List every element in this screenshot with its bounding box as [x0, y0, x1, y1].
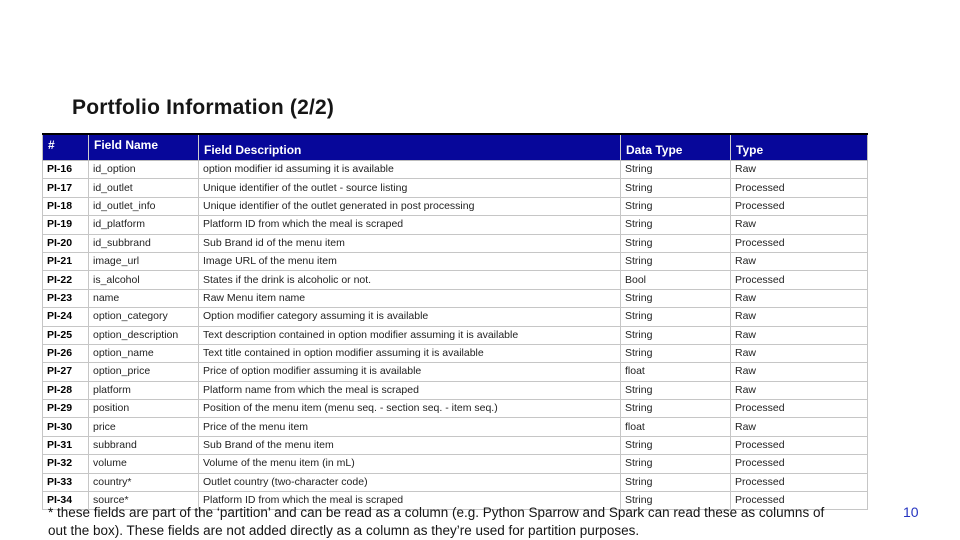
footnote-line-1: * these fields are part of the ‘partition’ and can be read as a column (e.g. Python Sparrow and Spark can read these as columns of: [48, 505, 825, 520]
table-body: [43, 161, 868, 510]
row-id-cell: PI-26: [43, 344, 89, 362]
type-cell: Raw: [731, 344, 868, 362]
field-name-cell: subbrand: [89, 436, 199, 454]
table-row: [43, 418, 868, 436]
column-header-type: Type: [731, 134, 868, 161]
data-type-cell: String: [621, 381, 731, 399]
footnote: [48, 504, 824, 539]
data-type-cell: String: [621, 252, 731, 270]
type-cell: Raw: [731, 308, 868, 326]
field-description-cell: States if the drink is alcoholic or not.: [199, 271, 621, 289]
field-description-cell: Image URL of the menu item: [199, 252, 621, 270]
row-id-cell: PI-34: [43, 492, 89, 510]
data-type-cell: String: [621, 308, 731, 326]
type-cell: Processed: [731, 234, 868, 252]
column-header-field-description: Field Description: [199, 134, 621, 161]
data-type-cell: String: [621, 234, 731, 252]
field-description-cell: option modifier id assuming it is available: [199, 161, 621, 179]
row-id-cell: PI-23: [43, 289, 89, 307]
data-type-cell: Bool: [621, 271, 731, 289]
field-name-cell: is_alcohol: [89, 271, 199, 289]
data-type-cell: String: [621, 289, 731, 307]
field-name-cell: position: [89, 400, 199, 418]
field-description-cell: Option modifier category assuming it is available: [199, 308, 621, 326]
data-type-cell: float: [621, 363, 731, 381]
data-type-cell: String: [621, 492, 731, 510]
field-name-cell: name: [89, 289, 199, 307]
data-type-cell: String: [621, 436, 731, 454]
table-row: [43, 271, 868, 289]
field-description-cell: Text description contained in option modifier assuming it is available: [199, 326, 621, 344]
type-cell: Processed: [731, 473, 868, 491]
field-name-cell: image_url: [89, 252, 199, 270]
field-name-cell: option_price: [89, 363, 199, 381]
row-id-cell: PI-33: [43, 473, 89, 491]
type-cell: Raw: [731, 216, 868, 234]
table-row: [43, 436, 868, 454]
data-type-cell: String: [621, 344, 731, 362]
field-description-cell: Price of the menu item: [199, 418, 621, 436]
row-id-cell: PI-22: [43, 271, 89, 289]
field-name-cell: id_option: [89, 161, 199, 179]
row-id-cell: PI-28: [43, 381, 89, 399]
type-cell: Processed: [731, 179, 868, 197]
field-description-cell: Unique identifier of the outlet generated in post processing: [199, 197, 621, 215]
column-header-field-name: Field Name: [89, 134, 199, 161]
footnote-line-2: out the box). These fields are not added directly as a column as they’re used for partition purposes.: [48, 522, 640, 538]
table-row: [43, 234, 868, 252]
table-row: [43, 473, 868, 491]
table-row: [43, 197, 868, 215]
field-description-cell: Platform name from which the meal is scraped: [199, 381, 621, 399]
field-description-cell: Text title contained in option modifier assuming it is available: [199, 344, 621, 362]
row-id-cell: PI-30: [43, 418, 89, 436]
field-name-cell: country*: [89, 473, 199, 491]
row-id-cell: PI-16: [43, 161, 89, 179]
field-name-cell: id_outlet_info: [89, 197, 199, 215]
data-type-cell: String: [621, 473, 731, 491]
type-cell: Processed: [731, 271, 868, 289]
field-name-cell: option_category: [89, 308, 199, 326]
row-id-cell: PI-20: [43, 234, 89, 252]
data-type-cell: String: [621, 197, 731, 215]
row-id-cell: PI-17: [43, 179, 89, 197]
row-id-cell: PI-25: [43, 326, 89, 344]
table-row: [43, 252, 868, 270]
data-type-cell: String: [621, 455, 731, 473]
row-id-cell: PI-27: [43, 363, 89, 381]
table-header: [43, 134, 868, 161]
table-row: [43, 363, 868, 381]
fields-table: [42, 133, 868, 510]
type-cell: Processed: [731, 197, 868, 215]
row-id-cell: PI-21: [43, 252, 89, 270]
data-type-cell: String: [621, 326, 731, 344]
field-description-cell: Sub Brand id of the menu item: [199, 234, 621, 252]
page-title: Portfolio Information (2/2): [72, 96, 335, 119]
field-description-cell: Platform ID from which the meal is scraped: [199, 216, 621, 234]
field-name-cell: id_platform: [89, 216, 199, 234]
table-row: [43, 216, 868, 234]
data-type-cell: String: [621, 216, 731, 234]
column-header-data-type: Data Type: [621, 134, 731, 161]
type-cell: Processed: [731, 455, 868, 473]
table-row: [43, 381, 868, 399]
row-id-cell: PI-24: [43, 308, 89, 326]
field-description-cell: Platform ID from which the meal is scraped: [199, 492, 621, 510]
table-row: [43, 161, 868, 179]
type-cell: Processed: [731, 492, 868, 510]
type-cell: Raw: [731, 363, 868, 381]
type-cell: Processed: [731, 436, 868, 454]
table-row: [43, 308, 868, 326]
data-type-cell: String: [621, 161, 731, 179]
header-row: [43, 134, 868, 161]
table-row: [43, 179, 868, 197]
type-cell: Processed: [731, 400, 868, 418]
type-cell: Raw: [731, 381, 868, 399]
row-id-cell: PI-31: [43, 436, 89, 454]
type-cell: Raw: [731, 418, 868, 436]
table-row: [43, 344, 868, 362]
type-cell: Raw: [731, 326, 868, 344]
field-name-cell: platform: [89, 381, 199, 399]
field-name-cell: option_description: [89, 326, 199, 344]
data-type-cell: String: [621, 400, 731, 418]
column-header-id: #: [43, 134, 89, 161]
fields-table-container: [42, 133, 867, 510]
table-row: [43, 455, 868, 473]
field-description-cell: Position of the menu item (menu seq. - section seq. - item seq.): [199, 400, 621, 418]
field-name-cell: price: [89, 418, 199, 436]
row-id-cell: PI-32: [43, 455, 89, 473]
row-id-cell: PI-29: [43, 400, 89, 418]
page-number: 10: [903, 504, 919, 520]
table-row: [43, 400, 868, 418]
data-type-cell: String: [621, 179, 731, 197]
field-description-cell: Sub Brand of the menu item: [199, 436, 621, 454]
field-name-cell: volume: [89, 455, 199, 473]
type-cell: Raw: [731, 161, 868, 179]
row-id-cell: PI-18: [43, 197, 89, 215]
type-cell: Raw: [731, 289, 868, 307]
table-row: [43, 326, 868, 344]
field-description-cell: Price of option modifier assuming it is available: [199, 363, 621, 381]
data-type-cell: float: [621, 418, 731, 436]
table-row: [43, 289, 868, 307]
field-name-cell: id_outlet: [89, 179, 199, 197]
field-description-cell: Volume of the menu item (in mL): [199, 455, 621, 473]
field-description-cell: Outlet country (two-character code): [199, 473, 621, 491]
type-cell: Raw: [731, 252, 868, 270]
field-description-cell: Unique identifier of the outlet - source listing: [199, 179, 621, 197]
field-description-cell: Raw Menu item name: [199, 289, 621, 307]
row-id-cell: PI-19: [43, 216, 89, 234]
field-name-cell: option_name: [89, 344, 199, 362]
field-name-cell: source*: [89, 492, 199, 510]
field-name-cell: id_subbrand: [89, 234, 199, 252]
